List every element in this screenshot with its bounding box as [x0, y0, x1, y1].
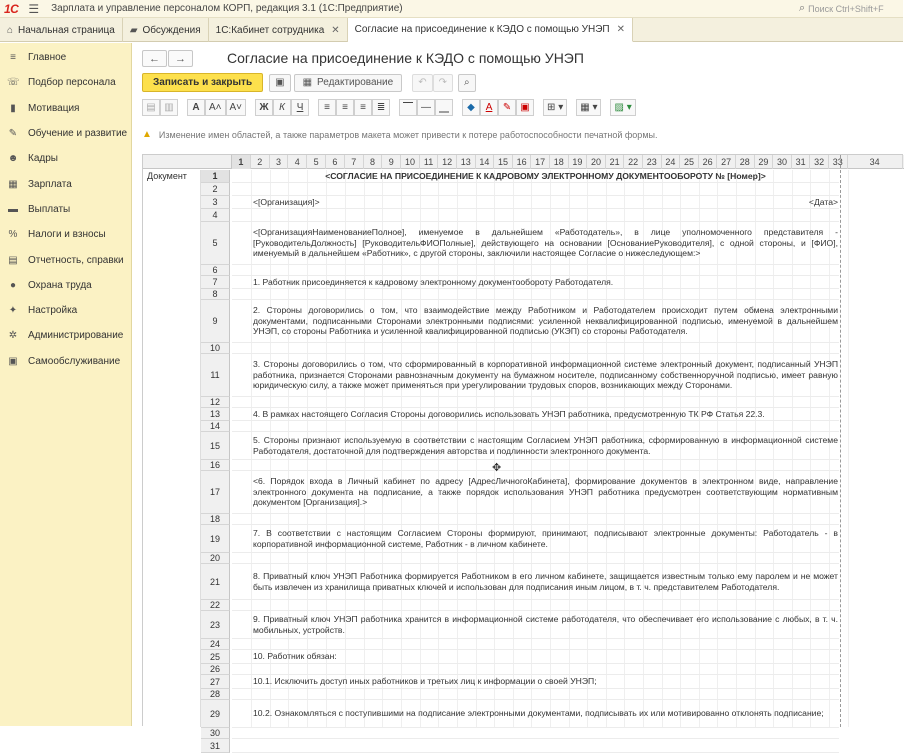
- text-color-icon: A: [485, 101, 493, 113]
- font-decrease-button[interactable]: [226, 99, 247, 116]
- sidebar-item-taxes[interactable]: [0, 222, 131, 247]
- search-placeholder: Поиск Ctrl+Shift+F: [808, 3, 884, 14]
- underline-button[interactable]: [291, 99, 309, 116]
- save-and-close-button[interactable]: Записать и закрыть: [142, 73, 263, 92]
- row-header-3[interactable]: 3: [201, 196, 230, 209]
- sidebar-item-salary[interactable]: [0, 171, 131, 196]
- row-header-16[interactable]: 16: [201, 460, 230, 471]
- sheet-row[interactable]: [232, 564, 839, 600]
- underline-icon: Ч: [296, 101, 304, 113]
- layout-warning: [142, 129, 657, 140]
- fill-color-button[interactable]: [462, 99, 480, 116]
- sheet-row[interactable]: [232, 689, 839, 700]
- command-bar: [142, 73, 476, 92]
- column-header-9[interactable]: 9: [382, 155, 401, 169]
- paste-icon: ▥: [164, 101, 174, 113]
- group-column: [143, 170, 201, 727]
- sheet-row[interactable]: [232, 408, 839, 421]
- row-text: 5. Стороны признают используемую в соответствии с настоящим Согласием УНЭП работника, сформированную в информационной системе Работодателя, достаточной для подтверждения авторства и подлинности электронного документа.: [253, 435, 838, 456]
- insert-table-dropdown[interactable]: [576, 99, 601, 116]
- sheet-row[interactable]: [232, 460, 839, 471]
- valign-middle-button[interactable]: [417, 99, 435, 116]
- sheet-row[interactable]: [232, 700, 839, 728]
- education-icon: ✎: [8, 128, 18, 140]
- tab-label: Обсуждения: [142, 24, 201, 36]
- redo-button[interactable]: [433, 74, 453, 92]
- tab-bar: [0, 18, 903, 42]
- row-header-12[interactable]: 12: [201, 397, 230, 408]
- reports-icon: ▤: [8, 254, 18, 266]
- row-header-29[interactable]: 29: [201, 700, 230, 728]
- row-header-11[interactable]: 11: [201, 354, 230, 397]
- sidebar-item-payments[interactable]: [0, 197, 131, 222]
- table-icon: ▦: [302, 77, 313, 88]
- column-header-18[interactable]: 18: [550, 155, 569, 169]
- column-header-25[interactable]: 25: [680, 155, 699, 169]
- sidebar-item-safety[interactable]: [0, 273, 131, 298]
- row-text: <[Организация]>: [253, 196, 320, 207]
- fill-bucket-icon: ◆: [467, 101, 475, 113]
- row-text: 4. В рамках настоящего Согласия Стороны договорились использовать УНЭП работника, предусмотренную ТК РФ Статья 22.3.: [253, 408, 765, 419]
- spreadsheet[interactable]: [142, 154, 903, 751]
- close-icon[interactable]: ✕: [331, 24, 340, 36]
- align-center-icon: ≡: [342, 101, 348, 113]
- column-header-14[interactable]: 14: [476, 155, 495, 169]
- column-header-29[interactable]: 29: [755, 155, 774, 169]
- sheet-row[interactable]: [232, 471, 839, 514]
- column-header-3[interactable]: 3: [270, 155, 289, 169]
- tab-label: 1С:Кабинет сотрудника: [215, 24, 325, 36]
- sheet-row[interactable]: [232, 739, 839, 753]
- tab-home[interactable]: [0, 18, 123, 42]
- warning-icon: ▲: [142, 129, 152, 140]
- document-form: [133, 43, 903, 751]
- column-header-30[interactable]: 30: [773, 155, 792, 169]
- valign-top-button[interactable]: [399, 99, 417, 116]
- borders-icon: ⊞ ▾: [547, 101, 564, 113]
- recruit-icon: ☏: [7, 77, 20, 89]
- corner-cell: [143, 155, 232, 169]
- table-icon: ▦ ▾: [580, 101, 598, 113]
- row-header-31[interactable]: 31: [201, 739, 230, 753]
- column-header-22[interactable]: 22: [624, 155, 643, 169]
- sheet-row[interactable]: [232, 525, 839, 553]
- sheet-row[interactable]: [232, 183, 839, 196]
- percent-icon: %: [8, 229, 18, 241]
- text-color-button[interactable]: [480, 99, 498, 116]
- column-header-24[interactable]: 24: [662, 155, 681, 169]
- sidebar-item-label: Охрана труда: [28, 279, 92, 291]
- font-increase-button[interactable]: [205, 99, 226, 116]
- align-left-icon: ≡: [324, 101, 330, 113]
- row-text: 10.2. Ознакомляться с поступившими на подписание электронными документами, подписывать их или мотивированно отклонять подписание;: [253, 708, 824, 719]
- main-menu-icon[interactable]: ☰: [28, 1, 40, 16]
- row-text: 8. Приватный ключ УНЭП Работника формируется Работником в его личном кабинете, защищается известным только ему паролем и не может быть извлечен из хранилища приватных ключей и использован для подписания иным лицом, в т. ч. представителем Работодателя.: [253, 571, 838, 592]
- sheet-row[interactable]: [232, 639, 839, 650]
- search-icon: ⌕: [799, 2, 806, 14]
- tab-discussions[interactable]: [123, 18, 209, 42]
- warning-text: Изменение имен областей, а также параметров макета может привести к потере работоспособности печатной формы.: [158, 129, 658, 140]
- safety-icon: ●: [9, 279, 17, 291]
- sheet-row[interactable]: [232, 196, 839, 209]
- row-header-10[interactable]: 10: [201, 343, 230, 354]
- calculator-icon: ▦: [8, 178, 18, 190]
- row-text: <6. Порядок входа в Личный кабинет по адресу [АдресЛичногоКабинета], формирование документов в электронном виде, направление электронного документа на подписание, а также порядок использования УНЭП работника предусмотрен соответствующим нормативным документом [Организация].>: [253, 476, 838, 508]
- group-label: Документ: [147, 171, 187, 181]
- font-decrease-icon: A˅: [229, 101, 243, 113]
- sidebar-item-label: Настройка: [28, 305, 78, 317]
- sheet-row[interactable]: [232, 397, 839, 408]
- sheet-row[interactable]: [232, 421, 839, 432]
- insert-picture-dropdown[interactable]: [610, 99, 635, 116]
- row-header-20[interactable]: 20: [201, 553, 230, 564]
- row-header-4[interactable]: 4: [201, 209, 230, 222]
- column-header-31[interactable]: 31: [792, 155, 811, 169]
- column-header-11[interactable]: 11: [420, 155, 439, 169]
- borders-dropdown[interactable]: [543, 99, 567, 116]
- column-header-17[interactable]: 17: [531, 155, 550, 169]
- italic-icon: К: [279, 101, 285, 113]
- row-text: <СОГЛАСИЕ НА ПРИСОЕДИНЕНИЕ К КАДРОВОМУ ЭЛЕКТРОННОМУ ДОКУМЕНТООБОРОТУ № [Номер]>: [325, 170, 766, 181]
- sheet-row[interactable]: [232, 300, 839, 343]
- undo-button[interactable]: [412, 74, 432, 92]
- column-header-32[interactable]: 32: [810, 155, 829, 169]
- cursor-move-icon: ✥: [492, 462, 502, 474]
- title-bar: [0, 0, 903, 18]
- sheet-row[interactable]: [232, 289, 839, 300]
- edit-mode-button[interactable]: [294, 74, 403, 92]
- app-title: Зарплата и управление персоналом КОРП, редакция 3.1 (1С:Предприятие): [51, 3, 403, 14]
- row-header-14[interactable]: 14: [201, 421, 230, 432]
- sheet-row[interactable]: [232, 728, 839, 739]
- sidebar-item-main[interactable]: [0, 45, 131, 70]
- row-text-right: <Дата>: [808, 196, 838, 207]
- row-header-15[interactable]: 15: [201, 432, 230, 460]
- row-text: 2. Стороны договорились о том, что взаимодействие между Работником и Работодателем происходит путем обмена электронными документами, подписанными Сторонами электронными подписями: усиленной неквалифицированной подписью, именуемой в дальнейшем УНЭП, со стороны Работника и усиленной квалифицированной подписью (УКЭП) со стороны Работодателя.: [253, 305, 838, 337]
- bold-button[interactable]: [255, 99, 273, 116]
- column-header-1[interactable]: 1: [232, 155, 251, 169]
- column-header-16[interactable]: 16: [513, 155, 532, 169]
- pencil-icon: ✎: [502, 101, 512, 113]
- highlight-button[interactable]: [498, 99, 516, 116]
- column-header-21[interactable]: 21: [606, 155, 625, 169]
- sheet-row[interactable]: [232, 354, 839, 397]
- align-right-button[interactable]: [354, 99, 372, 116]
- sidebar-item-label: Налоги и взносы: [28, 229, 106, 241]
- arrow-left-icon: ←: [149, 52, 160, 65]
- copy-icon: ▤: [146, 101, 156, 113]
- row-text: 3. Стороны договорились о том, что сформированный в корпоративной информационной системе электронный документ, подписанный УНЭП работника, признается Сторонами равнозначным документу на бумажном носителе, подписанному собственноручной подписью, имеет равную юридическую силу, а также может применяться при урегулировании трудовых споров, возникающих между Сторонами.: [253, 359, 838, 391]
- align-justify-icon: ≣: [376, 101, 386, 113]
- row-text: 1. Работник присоединяется к кадровому электронному документообороту Работодателя.: [253, 276, 614, 287]
- sidebar-item-hr[interactable]: [0, 146, 131, 171]
- picture-icon: ▨ ▾: [614, 101, 632, 113]
- row-header-8[interactable]: 8: [201, 289, 230, 300]
- sidebar-item-administration[interactable]: [0, 323, 131, 348]
- sidebar-item-label: Самообслуживание: [28, 355, 121, 367]
- column-header-7[interactable]: 7: [345, 155, 364, 169]
- row-header-17[interactable]: 17: [201, 471, 230, 514]
- row-header-9[interactable]: 9: [201, 300, 230, 343]
- sidebar-item-recruitment[interactable]: [0, 70, 131, 95]
- 1c-logo: 1С: [4, 1, 19, 16]
- font-icon: A: [192, 101, 200, 113]
- column-header-4[interactable]: 4: [288, 155, 307, 169]
- sheet-row[interactable]: [232, 553, 839, 564]
- edit-mode-label: Редактирование: [317, 77, 394, 88]
- font-increase-icon: A˄: [209, 101, 222, 113]
- sheet-row[interactable]: [232, 265, 839, 276]
- row-header-22[interactable]: 22: [201, 600, 230, 611]
- sheet-row[interactable]: [232, 600, 839, 611]
- sidebar-item-label: Обучение и развитие: [28, 128, 128, 140]
- row-header-5[interactable]: 5: [201, 222, 230, 265]
- clear-format-icon: ▣: [520, 101, 530, 113]
- align-center-button[interactable]: [336, 99, 354, 116]
- sheet-row[interactable]: [232, 650, 839, 664]
- redo-icon: ↷: [438, 77, 447, 88]
- sheet-row[interactable]: [232, 611, 839, 639]
- row-text: 10. Работник обязан:: [253, 651, 337, 662]
- row-header-25[interactable]: 25: [201, 650, 230, 664]
- search-input[interactable]: [799, 1, 901, 16]
- sheet-row[interactable]: [232, 343, 839, 354]
- selfservice-icon: ▣: [8, 355, 18, 367]
- sheet-row[interactable]: [232, 170, 839, 183]
- align-right-icon: ≡: [360, 101, 366, 113]
- menu-icon: ≡: [10, 52, 16, 64]
- sheet-row[interactable]: [232, 432, 839, 460]
- row-header-2[interactable]: 2: [201, 183, 230, 196]
- sidebar-item-label: Главное: [28, 52, 67, 64]
- align-left-button[interactable]: [318, 99, 336, 116]
- column-header-8[interactable]: 8: [364, 155, 383, 169]
- bold-icon: Ж: [259, 101, 269, 113]
- undo-icon: ↶: [418, 77, 427, 88]
- row-text: <[ОрганизацияНаименованиеПолное], именуемое в дальнейшем «Работодатель», в лице уполномоченного представителя - [РуководительДолжность] [РуководительФИОПолные], действующего на основании [ОснованиеРуководителя], с одной стороны, и [ФИО], именуемый в дальнейшем «Работник», с другой стороны, заключили настоящее Согласие о нижеследующем:>: [253, 227, 838, 259]
- sheet-row[interactable]: [232, 664, 839, 675]
- sheet-row[interactable]: [232, 675, 839, 689]
- payments-icon: ▬: [8, 203, 18, 215]
- sidebar-item-reports[interactable]: [0, 247, 131, 272]
- sidebar-item-label: Мотивация: [28, 102, 80, 114]
- align-justify-button[interactable]: [372, 99, 390, 116]
- tab-label: Согласие на присоединение к КЭДО с помощью УНЭП: [354, 24, 610, 35]
- row-header-24[interactable]: 24: [201, 639, 230, 650]
- column-header-bar: [143, 155, 904, 169]
- row-header-13[interactable]: 13: [201, 408, 230, 421]
- sidebar-item-label: Администрирование: [28, 330, 124, 342]
- print-boundary: [840, 155, 841, 727]
- sidebar: [0, 43, 132, 726]
- row-header-21[interactable]: 21: [201, 564, 230, 600]
- column-header-28[interactable]: 28: [736, 155, 755, 169]
- row-header-26[interactable]: 26: [201, 664, 230, 675]
- sheet-row[interactable]: [232, 209, 839, 222]
- row-header-28[interactable]: 28: [201, 689, 230, 700]
- sidebar-item-selfservice[interactable]: [0, 349, 131, 374]
- row-header-30[interactable]: 30: [201, 728, 230, 739]
- sidebar-item-settings[interactable]: [0, 298, 131, 323]
- column-header-10[interactable]: 10: [401, 155, 420, 169]
- tab-label: Начальная страница: [18, 24, 115, 36]
- row-text: 7. В соответствии с настоящим Согласием Стороны формируют, принимают, подписывают электронные документы: Работодатель - в корпоративной информационной системе, Работник - в личном кабинете.: [253, 528, 838, 549]
- sidebar-item-education[interactable]: [0, 121, 131, 146]
- sidebar-item-label: Кадры: [28, 153, 58, 165]
- valign-bottom-icon: ⎽: [439, 101, 450, 113]
- sidebar-item-motivation[interactable]: [0, 96, 131, 121]
- sidebar-item-label: Подбор персонала: [28, 77, 116, 89]
- tab-employee-cabinet[interactable]: [209, 18, 348, 42]
- back-button[interactable]: [142, 50, 167, 67]
- row-header-23[interactable]: 23: [201, 611, 230, 639]
- sidebar-item-label: Выплаты: [28, 203, 71, 215]
- row-header-18[interactable]: 18: [201, 514, 230, 525]
- column-header-6[interactable]: 6: [326, 155, 345, 169]
- column-header-34[interactable]: 34: [848, 155, 903, 169]
- save-button[interactable]: [269, 74, 290, 92]
- arrow-right-icon: →: [175, 52, 186, 65]
- row-header-27[interactable]: 27: [201, 675, 230, 689]
- column-header-20[interactable]: 20: [587, 155, 606, 169]
- find-button[interactable]: [458, 74, 476, 92]
- close-icon[interactable]: ✕: [616, 24, 625, 35]
- magnifier-icon: ⌕: [463, 77, 470, 88]
- row-header-19[interactable]: 19: [201, 525, 230, 553]
- tab-consent-document[interactable]: [348, 18, 633, 42]
- forward-button[interactable]: [168, 50, 193, 67]
- format-toolbar: [142, 98, 636, 116]
- font-button[interactable]: [187, 99, 205, 116]
- column-header-5[interactable]: 5: [307, 155, 326, 169]
- column-header-27[interactable]: 27: [717, 155, 736, 169]
- floppy-icon: ▣: [275, 77, 285, 88]
- row-header-1[interactable]: 1: [201, 170, 230, 183]
- row-header-7[interactable]: 7: [201, 276, 230, 289]
- paste-format-button[interactable]: [160, 99, 178, 116]
- row-text: 10.1. Исключить доступ иных работников и третьих лиц к информации о своей УНЭП;: [253, 676, 597, 687]
- column-header-23[interactable]: 23: [643, 155, 662, 169]
- row-header-6[interactable]: 6: [201, 265, 230, 276]
- gear-icon: ✲: [8, 330, 18, 342]
- column-header-15[interactable]: 15: [494, 155, 513, 169]
- column-header-12[interactable]: 12: [438, 155, 457, 169]
- chat-icon: ▰: [129, 24, 138, 36]
- row-area: [143, 170, 904, 751]
- sheet-row[interactable]: [232, 222, 839, 265]
- column-header-33[interactable]: 33: [829, 155, 848, 169]
- valign-bottom-button[interactable]: [435, 99, 453, 116]
- sheet-row[interactable]: [232, 514, 839, 525]
- valign-top-icon: ⎺: [403, 101, 414, 113]
- column-header-13[interactable]: 13: [457, 155, 476, 169]
- people-icon: ☻: [7, 153, 19, 165]
- home-icon: ⌂: [7, 24, 14, 36]
- column-header-2[interactable]: 2: [251, 155, 270, 169]
- row-text: 9. Приватный ключ УНЭП работника хранится в информационной системе работодателя, что обеспечивает его использование с любых, в т. ч. мобильных, устройств.: [253, 614, 838, 635]
- clear-format-button[interactable]: [516, 99, 534, 116]
- sidebar-item-label: Отчетность, справки: [28, 254, 124, 266]
- copy-format-button[interactable]: [142, 99, 160, 116]
- column-header-26[interactable]: 26: [699, 155, 718, 169]
- page-title: Согласие на присоединение к КЭДО с помощью УНЭП: [227, 50, 584, 66]
- motivation-icon: ▮: [10, 102, 16, 114]
- italic-button[interactable]: [273, 99, 291, 116]
- sidebar-item-label: Зарплата: [28, 178, 72, 190]
- valign-middle-icon: —: [421, 101, 432, 113]
- column-header-19[interactable]: 19: [569, 155, 588, 169]
- sheet-row[interactable]: [232, 276, 839, 289]
- wrench-icon: ✦: [8, 305, 18, 317]
